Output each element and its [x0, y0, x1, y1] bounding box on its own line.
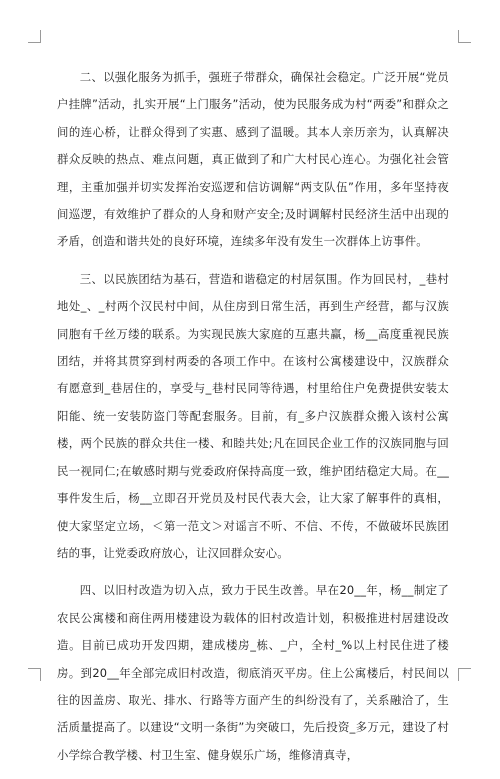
paragraph-service: 二、以强化服务为抓手，强班子带群众，确保社会稳定。广泛开展“党员户挂牌”活动，扎实开展“上门服务”活动，使为民服务成为村“两委”和群众之间的连心桥，让群众得到了实惠、感到了温暖。其本人亲历亲为，认真解决群众反映的热点、难点问题，真正做到了和广大村民心连心。为强化社会管理，主重加强并切实发挥治安巡逻和信访调解“两支队伍”作用，多年坚持夜间巡逻，有效维护了群众的人身和财产安全;及时调解村民经济生活中出现的矛盾，创造和谐共处的良好环境，连续多年没有发生一次群体上访事件。 — [57, 70, 449, 249]
crop-mark-bottom-right — [458, 668, 471, 681]
crop-mark-top-right — [458, 30, 471, 43]
crop-mark-bottom-left — [28, 668, 41, 681]
crop-mark-top-left — [28, 30, 41, 43]
document-body — [57, 64, 449, 779]
paragraph-ethnic-unity: 三、以民族团结为基石，营造和谐稳定的村居氛围。作为回民村，_巷村地处_、_村两个汉民村中间，从住房到日常生活，再到生产经营，都与汉族同胞有千丝万缕的联系。为实现民族大家庭的互惠共赢，杨__高度重视民族团结，并将其贯穿到村两委的各项工作中。在该村公寓楼建设中，汉族群众有愿意到_巷居住的，享受与_巷村民同等待遇，村里给住户免费提供安装太阳能、统一安装防盗门等配套服务。目前，有_多户汉族群众搬入该村公寓楼，两个民族的群众共住一楼、和睦共处;凡在回民企业工作的汉族同胞与回民一视同仁;在敏感时期与党委政府保持高度一致，维护团结稳定大局。在__事件发生后，杨__立即召开党员及村民代表大会，让大家了解事件的真相，使大家坚定立场，＜第一范文＞对谣言不听、不信、不传，不做破坏民族团结的事，让党委政府放心，让汉回群众安心。 — [57, 271, 449, 560]
paragraph-village-renovation: 四、以旧村改造为切入点，致力于民生改善。早在20__年，杨__制定了农民公寓楼和商住两用楼建设为载体的旧村改造计划，积极推进村居建设改造。目前已成功开发四期，建成楼房_栋、_户，全村_%以上村民住进了楼房。到20__年全部完成旧村改造，彻底消灭平房。住上公寓楼后，村民间以往的因盖房、取光、排水、行路等方面产生的纠纷没有了，关系融洽了，生活质量提高了。以建设“文明一条街”为突破口，先后投资_多万元，建设了村小学综合教学楼、村卫生室、健身娱乐广场，维修清真寺， — [57, 583, 449, 762]
